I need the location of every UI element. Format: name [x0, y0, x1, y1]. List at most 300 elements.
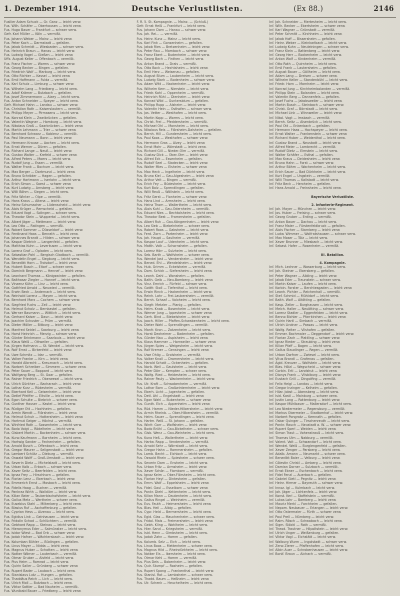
entry-line: Fus. Lothar Kurz — Rüdesheim — vermißt. — [4, 385, 72, 390]
entry-line: Fus. Johann Weber — Mainz — leicht verw. — [4, 36, 73, 41]
entry-line: Fus. Bruno Schröder — Hagen — gefallen. — [4, 173, 72, 178]
entry-line: Inf. Rudolf Dietz — Elmstein — leicht verw. — [269, 148, 338, 153]
entry-line: Fus. Lorenz Hörr — Sulzheim — leicht verw. — [136, 248, 207, 253]
entry-line: Fus. Florian Heyl — Dintesheim — gefallen. — [136, 477, 207, 482]
entry-line: Inf. Urban Dorfner — Zwiesel — leicht verw. — [269, 352, 340, 357]
entry-line: Fus. Winfried Roth — Sossenheim — leicht verw. — [4, 423, 82, 428]
entry-line: Fus. Alfred Peters — Moers — leicht verw. — [4, 157, 71, 162]
entry-line: Inf. Wendel. Weiß — Burglengenfeld — gefallen. — [269, 443, 347, 448]
entry-line: Fus. Wolfgang Berg — St. Goar — gefallen. — [4, 373, 73, 378]
entry-line: Fus. Robert Sommer — Düsseldorf — leicht verw. — [4, 227, 84, 232]
entry-line: Inf. Isid. Kastl — Mainburg — schwer verw. — [269, 394, 338, 399]
entry-line: Fus. Hermann Krause — Aachen — leicht verw. — [4, 140, 80, 145]
entry-line: Inf. Valent. Voit — Schwandorf — leicht verw. — [269, 439, 342, 444]
entry-line: Bayerische Verlustliste. — [311, 194, 355, 199]
entry-line: Inf. Fidel Fenzl — Auerbach — gefallen. — [269, 473, 333, 478]
entry-line: Fus. Peter Koch — Darmstadt — gefallen. — [4, 40, 71, 45]
header-rule — [4, 17, 396, 18]
entry-line: Fus. Volker Knoll — Dromersheim — leicht verw. — [136, 356, 214, 361]
entry-line: Fus. Detl. Ahl — Engelstadt — leicht verw. — [136, 394, 205, 399]
entry-line: Inf. Alfred Meier — Lambrecht — vermißt. — [269, 144, 337, 149]
entry-line: Fus. Friedr. Kohl — Oppenheim — vermißt. — [136, 90, 205, 95]
entry-line: Fus. Norb. Weil — Gaulsheim — leicht verw. — [136, 364, 207, 369]
entry-line: Inf. Ludw. Wimmer — Wolfratshausen — schwer verw. — [269, 231, 356, 236]
entry-line: 4. Kompagnie. — [319, 261, 346, 266]
entry-line: Fus. Quir. Stumpf — Roxheim — gefallen. — [136, 564, 203, 569]
entry-line: Fus. Alois Kuhl — Gau-Odernheim — vermißt. — [136, 207, 210, 212]
entry-line: Fus. Christian Roth — Kaiserslautern — vermißt. — [4, 107, 82, 112]
entry-line: Inf. Albin Auer — Schrobenhausen — leicht verw. — [269, 547, 349, 552]
entry-line: Fus. Ludwig Vogel — Gießen — leicht verw. — [4, 53, 74, 58]
entry-line: Fus. Valentin Wagner — Homburg — leicht verw. — [4, 119, 82, 124]
entry-line: Fus. Quirin Sailer — Grünberg — schwer verw. — [4, 564, 79, 569]
entry-line: Fus. Adolf Krämer — Butzbach — gefallen. — [4, 90, 73, 95]
entry-line: Fus. Ernst Werner — Düren — gefallen. — [4, 144, 67, 149]
entry-line: Fus. Vinzenz Kühn — Linz — leicht verw. — [4, 281, 69, 286]
entry-line: Fus. Wilhelm Kern — Nierstein — leicht verw. — [136, 86, 209, 91]
entry-line: Fus. Ulrich Günther — Bacharach — leicht verw. — [4, 381, 82, 386]
entry-line: Fus. Hugo Bauer — Frankfurt — schwer verw. — [4, 28, 77, 33]
entry-line: Fus. Manfr. Kron — Zotzenheim — leicht verw. — [136, 327, 211, 332]
entry-line: Fus. Willi Reuß — Wöllstein — leicht verw. — [136, 190, 204, 195]
entry-line: Inf. Florian Zach — Plattling — schwer verw. — [269, 335, 341, 340]
entry-line: Fus. Bened. Ehl — Wendelsheim — leicht verw. — [136, 261, 213, 266]
entry-line: Fus. Heinrich Rühl — Dienheim — leicht verw. — [136, 94, 211, 99]
entry-line: Fus. Lorenz Graf — Opladen — leicht verw. — [4, 248, 73, 253]
entry-line: Fus. Alois Krüger — Remscheid — gefallen. — [4, 207, 74, 212]
entry-line: Fus. Vinz. Emrich — Fürfeld — schwer verw. — [136, 281, 207, 286]
entry-line: Fus. Gallus Metz — Wertheim — schwer verw. — [4, 497, 78, 502]
entry-line: Fus. Joh. Haupt — Saulheim — vermißt. — [136, 236, 201, 241]
entry-line: Inf. Benno Bichler — Pfarrkirchen — leicht verw. — [269, 315, 347, 320]
entry-line: Fus. Norbert Schreiber — Simmern — schwer verw. — [4, 364, 87, 369]
entry-line: Fus. Pankr. Diehl — Kettenheim — leicht verw. — [136, 489, 211, 494]
entry-line: Inf. Kilian Pfaff — Bogen — leicht verw. — [269, 344, 332, 349]
entry-line: Fus. Otmar Kehl — Hamm — vermißt. — [136, 556, 198, 561]
entry-line: Fus. Linus Mayer — Nidda — leicht verw. — [4, 543, 70, 548]
entry-line: Fus. Cyprian Hess — Alzenau — leicht verw. — [4, 510, 75, 515]
entry-line: Fus. Klaus Hammer — Horrweiler — schwer verw. — [136, 340, 217, 345]
entry-line: Inf. Norbert Pongratz — Kemnath — gefallen. — [269, 414, 342, 419]
entry-line: Inf. Anton Bauer — Dachau — leicht verw. — [269, 219, 337, 224]
entry-line: Inf. Franz Maier — Fürstenfeldbruck — gefallen. — [269, 223, 346, 228]
entry-line: Fus. Ferd. Zorn — Partenheim — leicht verw. — [136, 231, 209, 236]
entry-line: Fus. Volker Franke — Kirn — leicht verw. — [4, 356, 69, 361]
entry-line: Fus. Florian Lenz — Eberbach — leicht verw. — [4, 477, 76, 482]
entry-line: Inf. Joh. Steiner — Ebersberg — gefallen. — [269, 269, 335, 274]
entry-line: Fus. Gustav Dick — Ober-Olm — leicht verw. — [136, 153, 209, 157]
entry-line: Fus. Blas. Heil — Albig — gefallen. — [136, 506, 192, 511]
entry-line: Fus. Nikolaus Groß — Saarbrücken — leicht verw. — [4, 123, 84, 128]
entry-line: Fus. Dom. Schick — Siefersheim — leicht verw. — [136, 269, 213, 274]
entry-line: Fus. Hieronymus Eder — Salmünster — leicht verw. — [4, 527, 87, 532]
entry-line: Fus. Lothar Born — Großwinternheim — leicht verw. — [136, 385, 221, 390]
entry-line: Inf. Gallus Staudinger — Regen — vermißt. — [269, 348, 339, 353]
entry-line: Gefr. Michael Hahn — Landau — schwer verw. — [4, 103, 79, 108]
entry-line: Inf. Martin Kaiser — Laufen — leicht verw. — [269, 281, 337, 286]
entry-line: Fus. Erwin Beck — Andernach — leicht verw. — [4, 290, 76, 295]
entry-line: Fus. Matthias Kuhn — Leverkusen — leicht verw. — [4, 244, 83, 249]
entry-line: Fus. Urban Kolb — Erbach — schwer verw. — [4, 464, 73, 469]
entry-line: Fus. Max Heck — Ingelheim — leicht verw. — [136, 169, 205, 174]
entry-line: Fus. Georg Becker — Bingen — gefallen. — [4, 65, 70, 70]
entry-line: Inf. Walburg Wurm — Ingolstadt — schwer verw. — [269, 539, 347, 544]
entry-line: Fus. Gerh. Bind — Biebelsheim — leicht verw. — [136, 315, 211, 320]
entry-line: Inf. Thomas Ulm — Nabburg — vermißt. — [269, 435, 334, 440]
entry-line: Inf. Jos. Huber — Freising — schwer verw. — [269, 211, 336, 216]
entry-line: Inf. Otto Ostermaier — Fürth — schwer verw. — [269, 510, 342, 515]
entry-line: Inf. Dionys Frank — Vilsbiburg — leicht verw. — [269, 373, 342, 378]
entry-line: Inf. Kurt Engel — Ungstein — vermißt. — [269, 173, 331, 178]
entry-line: Fus. Wendelin Engel — Siegburg — leicht verw. — [4, 256, 80, 261]
entry-line: Fus. Xaver Seitz — Beerfelden — leicht verw. — [4, 468, 77, 473]
entry-line: Fus. Bernh. Schaaf — Volxheim — leicht verw. — [136, 298, 211, 303]
entry-line: Inf. Erich Sauer — Bad Dürkheim — leicht verw. — [269, 169, 346, 174]
entry-line: Fus. Linus Boos — Mettenheim — schwer verw. — [136, 543, 213, 548]
entry-line: Fus. Christ. Frei — Pfeddersheim — vermißt. — [136, 119, 208, 124]
entry-line: Fus. Karl Fink — Gonsenheim — gefallen. — [136, 40, 203, 45]
entry-line: Fus. Bernhard Marx — Cochem — schwer verw. — [4, 298, 81, 303]
entry-line: Fus. Xaver Schön — Flomborn — vermißt. — [136, 468, 204, 473]
entry-line: 2. Infanterie-Regiment. — [311, 202, 355, 207]
entry-line: Inf. Friedr. Horn — Marnheim — leicht verw. — [269, 82, 340, 87]
entry-line: Inf. Hans Arnold — Freinsheim — leicht verw. — [269, 186, 342, 191]
entry-line: Inf. Heinr. Hirmer — Bayreuth — schwer verw. — [269, 481, 344, 486]
entry-line: Fus. Helm. Knab — Bosenheim — leicht verw. — [136, 306, 210, 311]
entry-line: Fus. Kuno Heß — Wallertheim — leicht verw. — [136, 435, 209, 440]
entry-line: Fus. Bernh. Hill — Gundersheim — leicht verw. — [136, 132, 212, 137]
entry-line: Fus. Gebh. Kling — Wahlheim — leicht verw. — [136, 522, 208, 527]
entry-line: Inf. Bernh. Seitz — Alsenbrück — leicht verw. — [269, 119, 342, 124]
entry-line: Fus. Eberhard Keil — Geisenheim — leicht verw. — [4, 389, 82, 394]
entry-line: Fus. Eus. Fauth — Heimersheim — leicht verw. — [136, 502, 212, 507]
entry-line: Fus. Fridol. Mais — Freimersheim — leicht verw. — [136, 518, 214, 523]
entry-line: Fus. Richard Lange — Neuß — leicht verw. — [4, 148, 73, 153]
entry-line: Fus. Michael Ohl — Monsheim — leicht verw. — [136, 123, 209, 128]
entry-line: Fus. Heinr. Kunz — Mainz — leicht verw. — [136, 36, 201, 41]
entry-line: Inf. Valentin Berg — Dannenfels — gefallen. — [269, 94, 340, 99]
entry-line: Fus. Gustav Walter — Krefeld — schwer verw. — [4, 153, 78, 157]
entry-line: Gefr. Karl Müller — Köln — vermißt. — [4, 32, 61, 37]
entry-line: Fus. Eduard Vogt — Solingen — schwer verw. — [4, 211, 77, 216]
entry-line: Fus. Robert Roos — Gabsheim — leicht verw. — [136, 227, 209, 232]
entry-line: Inf. Josef Fuchs — Jakobsweiler — leicht verw. — [269, 98, 343, 103]
entry-line: Fus. Arthur Hartmann — Iserlohn — leicht verw. — [4, 177, 81, 182]
entry-line: Fus. Viktor Sattler — Bad Nauheim — vermißt. — [4, 585, 79, 590]
entry-line: Fus. Rainer Friedrich — Oberwesel — leicht verw. — [4, 377, 83, 382]
entry-line: Fus. Balthasar Ziegler — Honnef — leicht verw. — [4, 277, 80, 282]
entry-line: Fus. Severin Dietz — Michelstadt — leicht verw. — [4, 460, 81, 465]
entry-line: Fus. Stanisl. Rot — Lambsheim — schwer verw. — [136, 572, 213, 577]
entry-line: Fus. Bruno Kiel — Gau-Algesheim — leicht verw. — [136, 173, 215, 178]
entry-line: Fus. Oswald Rhein — Spiesheim — schwer verw. — [136, 456, 215, 461]
entry-line: Fus. Magnus Huber — Schotten — leicht verw. — [4, 547, 79, 552]
entry-line: Fus. Urban Fritz — Armsheim — leicht verw. — [136, 464, 208, 469]
text-column-1 — [4, 20, 131, 594]
entry-line: Fus. Blasius Ruf — Aschaffenburg — gefallen. — [4, 506, 78, 511]
entry-line: Fus. Wilh. Schäfer — Oberhausen — leicht verw. — [4, 24, 82, 29]
entry-line: Fus. Hermann Gras — Alzey — leicht verw. — [136, 140, 206, 145]
header-page-number: 2146 — [373, 4, 394, 13]
entry-line: Fus. Gunther Hauser — Kastel — leicht verw. — [4, 402, 77, 407]
entry-line: Fus. Uwe Ohlig — Grolsheim — vermißt. — [136, 352, 202, 357]
entry-line: Fus. Gebhard Rapp — Steinau — leicht verw. — [4, 522, 76, 527]
entry-line: Inf. Konrad Jung — Kirchheimbolanden — vermißt. — [269, 86, 351, 91]
entry-line: Inf. Leonh. Pichler — Reichenhall — vermißt. — [269, 290, 341, 295]
entry-line: Fus. Ulr. Schenk — Heuchelheim — leicht verw. — [136, 581, 213, 586]
entry-line: Inf. Franz Klein — Battenberg — leicht verw. — [269, 49, 341, 54]
entry-line: Inf. Oskar Quinger — Tirschenreuth — leicht verw. — [269, 419, 350, 423]
entry-line: Fus. Erwin Rinck — Hackenheim — leicht verw. — [136, 290, 213, 295]
entry-line: Inf. Eustach Grill — Dingolfing — vermißt. — [269, 377, 337, 382]
entry-line: Fus. Paul Neumann — Bonn — leicht verw. — [4, 136, 73, 141]
entry-line: Inf. Cölestin Christl — Amberg — leicht verw. — [269, 460, 342, 465]
entry-line: Fus. Peter Dörr — Kempten — schwer verw. — [136, 369, 207, 374]
entry-line: Inf. Blas. Hölzl — Wegscheid — schwer verw. — [269, 364, 342, 369]
entry-line: Inf. Nepom. Neubauer — Erlangen — leicht verw. — [269, 506, 349, 511]
entry-line: Fus. Fidelis Haag — Buchen — vermißt. — [4, 485, 68, 490]
entry-line: Fus. Lamb. Becht — Eichloch — leicht verw. — [136, 452, 207, 457]
entry-line: F. R. 5. St. Kompagnie. — Mainz. — (Schluß.) — [136, 20, 209, 24]
entry-line: Inf. Michael Link — Winnweiler — leicht verw. — [269, 111, 343, 116]
entry-line: Inf. Gustav Brand — Neustadt — leicht verw. — [269, 140, 342, 145]
entry-line: Fus. Hartmut Geiger — Höchst — vermißt. — [4, 419, 73, 423]
entry-line: Inf. Wilh. Becker — Ebertsheim — schwer verw. — [269, 24, 346, 29]
text-column-3 — [269, 20, 396, 576]
entry-line: Inf. Walter Schäfer — Esthal — gefallen. — [269, 153, 334, 157]
entry-line: Fus. Lambert Schütz — Dieburg — vermißt. — [4, 452, 74, 457]
entry-line: Inf. Adam Lang — Dreisen — schwer verw. — [269, 74, 338, 79]
entry-line: Fus. Josef Zimmermann — Alzey — leicht verw. — [4, 94, 80, 99]
entry-line: Fus. Valentin Hein — Osthofen — schwer verw. — [136, 107, 212, 112]
entry-line: Fus. Wendel Jost — Vendersheim — leicht verw. — [136, 256, 214, 261]
entry-line: Fus. Jürgen Spies — Welgesheim — leicht verw. — [136, 344, 213, 349]
entry-line: Inf. Nikol. Vogt — Imsbach — vermißt. — [269, 115, 331, 120]
entry-line: Inf. Zeno Zierer — Pfaffenhofen — leicht verw. — [269, 543, 344, 548]
entry-line: Fus. Kilian Mann — Dautenheim — leicht verw. — [136, 493, 212, 498]
entry-line: Inf. Otto Roth — Quirnheim — leicht verw. — [269, 61, 337, 66]
entry-line: Fus. Konrad Klein — Zweibrücken — gefallen. — [4, 115, 78, 120]
entry-line: Fus. Dieter Möller — Bitburg — leicht verw. — [4, 323, 74, 328]
entry-line: Fus. Thaddäus Reich — Lich — leicht verw. — [4, 576, 73, 581]
entry-line: Fus. Gregor Maurer — Seligenstadt — leicht verw. — [4, 448, 85, 453]
entry-line: Inf. Stef. Schmid — Mühldorf — leicht verw. — [269, 294, 339, 299]
entry-line: Fus. Kolumban Bühler — Büdingen — gefallen. — [4, 539, 80, 544]
entry-line: Fus. Reinh. Lahr — Frei-Laubersheim — vermißt. — [136, 294, 215, 299]
entry-line: Inf. Jakob Hoff — Bissersheim — gefallen. — [269, 36, 336, 41]
entry-line: Inf. Heinr. Weber — Kleinkarlbach — leicht verw. — [269, 40, 347, 45]
entry-line: Inf. Philipp Stein — Bolanden — leicht verw. — [269, 90, 340, 95]
entry-line: Fus. Anton Brand — Drais — vermißt. — [136, 61, 197, 66]
entry-line: Fus. Emil Herz — Weisenau — gefallen. — [136, 69, 200, 74]
entry-line: Fus. Harald Albrecht — Kreuznach — leicht verw. — [4, 360, 83, 365]
entry-line: Fus. Alfred Eck — Essenheim — gefallen. — [136, 157, 203, 162]
entry-line: Inf. Raim. Rösch — Schwabach — leicht verw. — [269, 518, 343, 523]
entry-line: Fus. Hans Lind — Armsheim — leicht verw. — [136, 198, 206, 203]
entry-line: Fus. Stanislaus Lutz — Hungen — gefallen. — [4, 572, 73, 577]
entry-line: Fus. Gottfried Arnold — Neuwied — vermißt. — [4, 286, 76, 290]
text-column-2 — [136, 20, 264, 586]
entry-line: Fus. Egon Wahl — Bubenheim — schwer verw. — [136, 398, 212, 403]
header-date: 1. Dezember 1914. — [4, 4, 81, 13]
entry-line: Fus. Johann Dorn — Hanau — schwer verw. — [136, 28, 207, 33]
entry-line: Inf. Ägid. Kreuzer — Wolfstein — leicht verw. — [269, 360, 341, 365]
entry-line: Inf. Georg Gruber — Erding — vermißt. — [269, 215, 332, 220]
entry-line: Inf. Markus Obermeier — Stadtamhof — leicht verw. — [269, 410, 354, 415]
entry-line: Inf. Wilhelm Keller — Standenbühl — leicht verw. — [269, 78, 348, 83]
entry-line: Fus. Egid. Glas — Mauchenheim — schwer verw. — [136, 514, 215, 519]
entry-line: Fus. Joh. Rei... — vermißt. — [136, 32, 179, 37]
entry-line: Fus. Notker Wörner — Lauterbach — vermißt. — [4, 552, 78, 556]
entry-line: Fus. Dominik Bergmann — Hennef — leicht verw. — [4, 269, 84, 274]
entry-line: Inf. Arthur Böhm — Wachenheim — leicht verw. — [269, 165, 346, 170]
entry-line: Inf. Karl Wagner — Grünstadt — vermißt. — [269, 28, 336, 33]
entry-line: Fus. Ernst Mohr — Wörrstadt — leicht verw. — [136, 144, 207, 149]
header-title: Deutsche Verlustlisten. — [131, 4, 244, 13]
entry-line: Fus. Nikolaus Reis — Flörsheim-Dalsheim — gefallen. — [136, 128, 223, 133]
entry-line: Fus. Albert Ruh — Gau-Köngernheim — leicht verw. — [136, 219, 220, 224]
entry-line: Inf. Leo Niedermeier — Regensburg — vermißt. — [269, 406, 346, 411]
entry-line: Fus. Isidor Wiest — Bad Orb — schwer verw. — [4, 531, 76, 536]
entry-line: Fus. Philipp Meyer — Pirmasens — leicht verw. — [4, 111, 79, 116]
entry-line: Fus. Max Berger — Dortmund — leicht verw. — [4, 169, 76, 174]
entry-line: Inf. Ulrich Lindner — Passau — leicht verw. — [269, 323, 339, 328]
entry-line: Fus. Rupert Spang — Frankenthal — leicht verw. — [136, 568, 215, 573]
entry-line: Inf. Hermann Haas — Hochspeyer — leicht verw. — [269, 128, 348, 133]
entry-line: Inf. Bruno Hahn — Forst — schwer verw. — [269, 161, 335, 166]
entry-line: Fus. Bernhard Schwarz — Koblenz — vermißt. — [4, 132, 78, 137]
entry-line: Inf. Emil Frank — Lautersheim — gefallen. — [269, 65, 337, 70]
entry-line: Inf. Pankr. Rauch — Neustadt a. W. — schwer verw. — [269, 423, 352, 428]
entry-line: Inf. Mauriz Merkl — Forchheim — gefallen. — [269, 502, 338, 507]
entry-line: Fus. Hub. Grimm — Eckelsheim — vermißt. — [136, 265, 207, 270]
entry-line: Inf. Ignaz Rieder — Straubing — leicht verw. — [269, 340, 341, 345]
entry-line: Fus. Erich Simon — Soest — schwer verw. — [4, 182, 72, 187]
entry-line: Fus. Rupert Bader — Laubach — leicht verw. — [4, 568, 76, 573]
entry-line: Inf. Gabriel Gietl — Pegnitz — leicht verw. — [269, 477, 337, 482]
entry-line: Fus. Heinz Schumacher — Lüdenscheid — leicht verw. — [4, 202, 92, 207]
entry-line: Fus. Philipp Rupp — Alsheim — leicht verw. — [136, 103, 207, 108]
entry-line: Inf. Hilar. Jobst — Abensberg — leicht verw. — [269, 389, 339, 394]
entry-line: Fus. Gregor Hahn — Rommersheim — gefallen. — [136, 448, 213, 453]
entry-line: Fus. Theodor Best — Framersheim — gefallen. — [136, 215, 212, 220]
entry-line: Inf. Alois Fischer — Starnberg — leicht verw. — [269, 227, 341, 232]
entry-line: Fus. Kurt Bolz — Sprendlingen — gefallen. — [136, 186, 205, 191]
entry-line: Fus. Arthur Veit — Bingen — vermißt. — [136, 177, 197, 182]
entry-line: Fus. Günter Nau — Aspisheim — leicht verw. — [136, 335, 209, 340]
entry-line: Fus. Jakob Schmidt — Wiesbaden — schwer verw. — [4, 44, 84, 49]
entry-line: Fus. Rainer Pauly — Wackernheim — leicht verw. — [136, 377, 216, 382]
entry-line: Inf. Damian Dorner — Sulzbach — vermißt. — [269, 464, 339, 469]
entry-line: Fus. Hans Kraus — Altena — leicht verw. — [4, 198, 70, 203]
entry-line: Fus. Willi Böhm — Siegen — leicht verw. — [4, 190, 69, 195]
entry-line: Inf. Ludwig Kuhn — Neuleiningen — schwer verw. — [269, 44, 349, 49]
entry-line: Inf. Ernst Walter — Frankenstein — schwer verw. — [269, 132, 348, 137]
entry-line: Fus. Jodok Hafner — Wächtersbach — leicht verw. — [4, 535, 85, 540]
entry-line: Inf. Bonif. Braun — Aichach — vermißt. — [269, 552, 332, 556]
entry-line: Fus. Kaspar Lauf — Udenheim — leicht verw. — [136, 240, 209, 245]
entry-line: Uffz. August Keller — Offenbach — vermißt. — [4, 57, 75, 62]
entry-line: Inf. Sebast. Hofer — Rosenheim — vermißt. — [269, 244, 340, 249]
entry-line: Fus. Notker Eis — Ibersheim — leicht verw. — [136, 552, 206, 556]
entry-line: Fus. Heinrich Braun — Hanau — leicht verw. — [4, 49, 76, 54]
entry-line: Inf. Vitus Brandl — Grafenau — gefallen. — [269, 356, 335, 361]
entry-line: Fus. Rüdiger Ott — Hochheim — gefallen. — [4, 406, 71, 411]
entry-line: Inf. Kasp. Zeller — Burghausen — leicht verw. — [269, 302, 343, 307]
entry-line: Fus. Helm. Sauer — Sprendlingen — leicht verw. — [136, 414, 215, 419]
entry-line: Fus. Manfred Seidel — Saarburg — leicht verw. — [4, 327, 80, 332]
entry-line: Fus. Peter Sauer — Boppard — leicht verw. — [4, 369, 73, 374]
entry-line: Inf. Adalb. Amann — Neumarkt — schwer verw. — [269, 452, 346, 457]
entry-line: Fus. Otmar Gruber — Alsfeld — leicht verw. — [4, 556, 74, 561]
entry-line: Fus. Theodor Stein — Wuppertal — leicht verw. — [4, 215, 80, 220]
entry-line: Fus. Kaspar Dietrich — Langenfeld — gefallen. — [4, 240, 79, 245]
entry-line: Fus. Oswald Wolff — Groß-Umstadt — leicht verw. — [4, 456, 85, 461]
entry-line: Fus. Emm. Wolf — Eppelsheim — leicht verw. — [136, 481, 210, 486]
entry-line: Fus. Fidel. Gaul — Esselborn — schwer verw. — [136, 485, 209, 490]
entry-line: Fus. Otto Richter — Kassel — leicht verw. — [4, 74, 71, 79]
entry-line: Fus. Arnold Sehr — Wörrstadt — leicht verw. — [136, 443, 208, 448]
entry-line: Fus. Paul Koos — Westhofen — schwer verw. — [136, 136, 209, 141]
entry-line: Fus. Pius Heim — Romrod — leicht verw. — [4, 560, 69, 565]
entry-line: Fus. Adam Witt — Nackenheim — leicht verw. — [136, 82, 211, 87]
entry-line: Fus. Hubert Busch — Eitorf — schwer verw. — [4, 265, 74, 270]
entry-line: Fus. Sebastian Pohl — Bergisch Gladbach — vermißt. — [4, 252, 90, 257]
entry-line: III. Bataillon. — [320, 252, 345, 257]
entry-line: Fus. Gerhard Kaiser — Daun — leicht verw. — [4, 315, 74, 320]
entry-line: Fus. Fritz Gerst — Flonheim — schwer verw. — [136, 194, 208, 199]
entry-line: Fus. Albert Jäger — Mettmann — leicht verw. — [4, 219, 77, 224]
entry-line: Fus. Hartm. Reiß — St. Johann — gefallen. — [136, 419, 205, 423]
entry-line: Fus. Bodo Voigt — Rödelheim — leicht verw. — [4, 427, 75, 432]
entry-line: Fus. Benedikt Horn — Troisdorf — leicht verw. — [4, 261, 78, 266]
entry-line: Fus. Hartwig Sander — Fechenheim — gefallen. — [4, 439, 81, 444]
entry-line: Inf. Benedikt Baier — Velburg — leicht verw. — [269, 456, 341, 461]
entry-line: Fus. Walter Mies — Elsheim — schwer verw. — [136, 165, 208, 170]
entry-line: Fus. Gallus Ringel — Weinheim — vermißt. — [136, 497, 206, 502]
entry-line: Fus. Thadd. Baum — Heßheim — leicht verw. — [136, 576, 210, 581]
entry-line: Inf. Anton Wolf — Kindenheim — vermißt. — [269, 57, 337, 62]
entry-line: Inf. August Bauer — Göllheim — leicht verw. — [269, 69, 341, 74]
entry-line: Inf. Quirin Hartl — Simbach — vermißt. — [269, 319, 333, 324]
entry-line: Inf. Xaver Zenger — Parsberg — leicht verw. — [269, 448, 341, 453]
entry-line: Inf. Rupert Sperl — Weiden — leicht verw. — [269, 427, 337, 432]
entry-line: Inf. Joh. Mayer — München — leicht verw. — [269, 207, 337, 212]
entry-line: Fus. Franz Ebert — Budenheim — leicht verw. — [136, 53, 210, 58]
entry-line: Fus. Martin Kopp — Worms — leicht verw. — [136, 115, 204, 120]
entry-line: Inf. Felix Heigl — Landau — leicht verw. — [269, 381, 333, 386]
entry-line: Fus. Siegfr. Metzler — Planig — gefallen. — [136, 302, 202, 307]
entry-line: Fus. Wilhelm Lang — Friedberg — leicht verw. — [4, 86, 78, 91]
entry-line: Fus. Ferdinand Haas — Benrath — leicht verw. — [4, 231, 79, 236]
text-columns — [4, 20, 396, 594]
entry-line: Inf. Wolfg. Reiter — Vilshofen — gefallen. — [269, 327, 336, 332]
entry-line: Inf. Jakob Eder — Traunstein — schwer verw. — [269, 277, 341, 282]
entry-line: Fus. Helmut Scholz — Bernkastel — gefallen. — [4, 306, 77, 311]
entry-line: Inf. Theod. Trautner — Hilpoltstein — leicht verw. — [269, 527, 349, 532]
entry-line: Fus. Arnold Busch — Offenbach — leicht verw. — [4, 443, 79, 448]
entry-line: Inf. Justin Lang — Rottenburg — leicht verw. — [269, 398, 341, 403]
entry-line: Fus. Eduard Nies — Bechtolsheim — leicht verw. — [136, 211, 215, 216]
entry-line: Fus. Georg Bach — Finthen — leicht verw. — [136, 57, 204, 62]
entry-line: Fus. Armin Wendt — Flörsheim — leicht verw. — [4, 410, 78, 415]
entry-line: Fus. Kuno Kaufmann — Bornheim — leicht verw. — [4, 435, 82, 440]
entry-line: Inf. Corbin. Ertl — Landshut — leicht verw. — [269, 369, 338, 374]
entry-line: Inf. Joh. Jäger — Lichtenfels — leicht verw. — [269, 489, 338, 494]
entry-line: Fus. Werner Baumann — Wittlich — leicht verw. — [4, 310, 81, 315]
entry-line: Fus. Kilian Beier — Tauberbischofsheim — leicht verw. — [4, 493, 91, 498]
entry-line: Fus. Martin Lehmann — Trier — schwer verw. — [4, 128, 77, 133]
